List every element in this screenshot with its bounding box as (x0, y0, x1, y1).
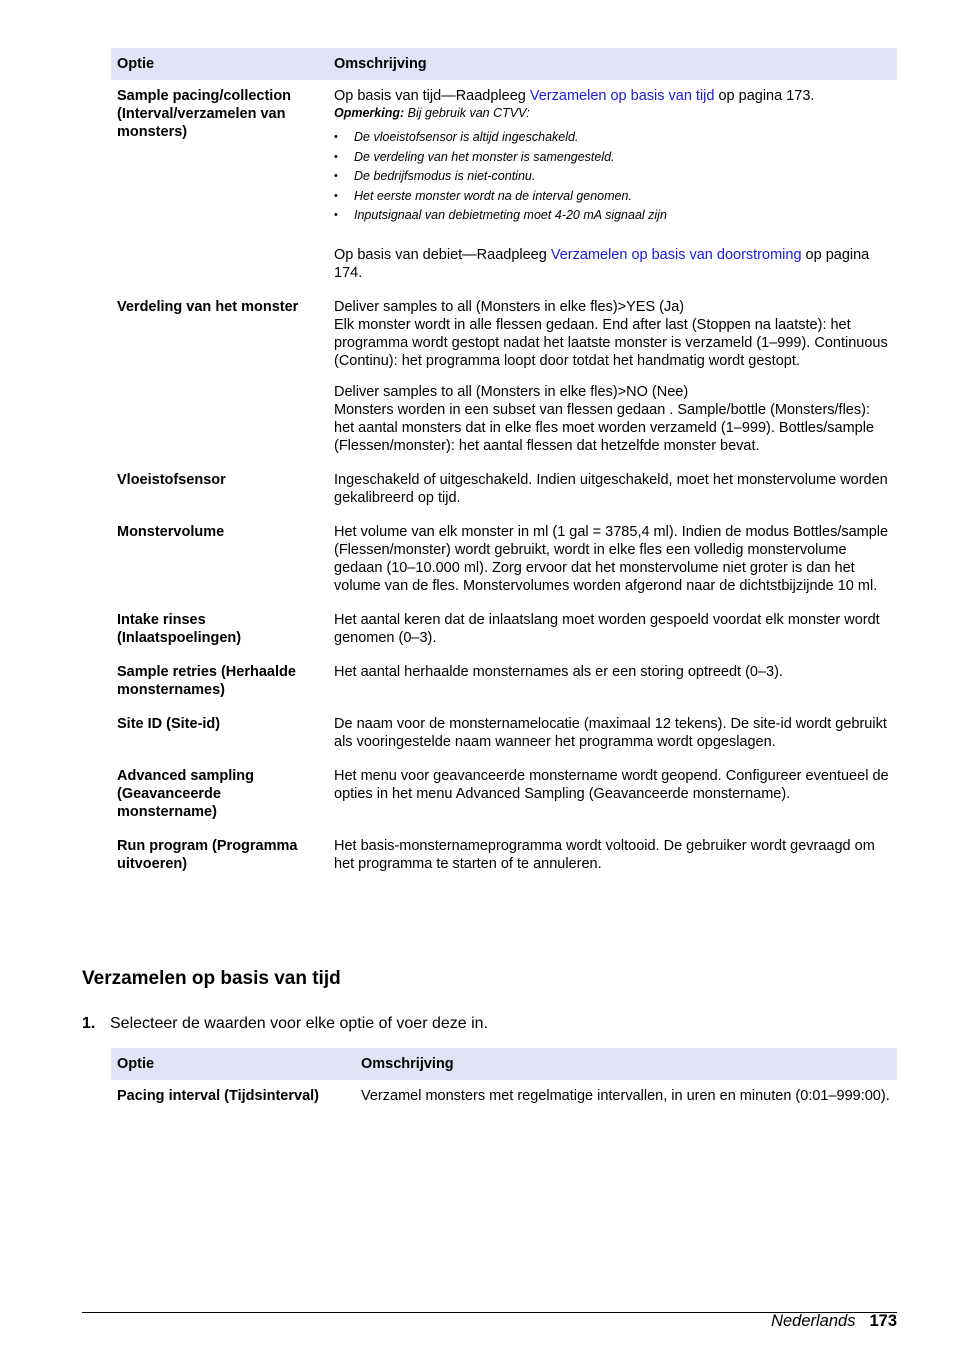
page-number: 173 (869, 1312, 897, 1330)
header-option: Optie (111, 1048, 355, 1080)
description-cell: De naam voor de monsternamelocatie (maximaal 12 tekens). De site-id wordt gebruikt als vooringestelde naam wanneer het programma wordt opgeslagen. (334, 715, 887, 750)
note-text: Bij gebruik van CTVV: (404, 106, 530, 120)
description-cell: Verzamel monsters met regelmatige intervallen, in uren en minuten (0:01–999:00). (361, 1088, 890, 1104)
text-fragment: op pagina 174. (334, 246, 870, 281)
description-cell: Het basis-monsternameprogramma wordt voltooid. De gebruiker wordt gevraagd om het programma te starten of te annuleren. (334, 837, 875, 872)
description-paragraph: Monsters worden in een subset van flessen gedaan . Sample/bottle (Monsters/fles): het aantal monsters dat in elke fles moet worden verzameld (1–999). Bottles/sample (Flessen/monster): het aantal flessen dat hetzelfde monster bevat. (334, 401, 874, 454)
description-paragraph: Elk monster wordt in alle flessen gedaan. End after last (Stoppen na laatste): het programma wordt gestopt nadat het laatste monster is verzameld (1–999). Continuous (Continu): het programma loopt door totdat het handmatig wordt gestopt. (334, 316, 888, 369)
table-row (111, 464, 897, 516)
option-cell: Run program (Programma uitvoeren) (117, 837, 298, 872)
table-row (111, 516, 897, 604)
text-fragment: Op basis van tijd—Raadpleeg (334, 88, 530, 104)
description-cell: Ingeschakeld of uitgeschakeld. Indien uitgeschakeld, moet het monstervolume worden gekalibreerd op tijd. (334, 471, 888, 506)
option-cell: Intake rinses (Inlaatspoelingen) (117, 611, 242, 646)
list-item: • De vloeistofsensor is altijd ingeschakeld. (354, 128, 891, 148)
table-row (111, 760, 897, 830)
description-cell (328, 80, 897, 291)
option-cell: Site ID (Site-id) (117, 715, 221, 732)
list-item: • Inputsignaal van debietmeting moet 4-20 mA signaal zijn (354, 206, 891, 226)
step-instruction (82, 1015, 488, 1033)
header-option: Optie (111, 48, 328, 80)
header-description: Omschrijving (355, 1048, 897, 1080)
section-heading: Verzamelen op basis van tijd (82, 968, 341, 989)
link-time-based[interactable]: Verzamelen op basis van tijd (529, 88, 715, 104)
option-cell: Pacing interval (Tijdsinterval) (117, 1088, 319, 1104)
list-item: • Het eerste monster wordt na de interval genomen. (354, 187, 891, 207)
header-description: Omschrijving (328, 48, 897, 80)
table-header-row (111, 1048, 897, 1080)
description-paragraph (334, 246, 891, 282)
option-cell: Verdeling van het monster (117, 298, 299, 315)
description-line: Deliver samples to all (Monsters in elke fles)>YES (Ja) (334, 298, 685, 315)
description-cell: Het aantal herhaalde monsternames als er een storing optreedt (0–3). (334, 663, 783, 680)
table-row (111, 830, 897, 882)
table-row (111, 656, 897, 708)
option-cell: Sample retries (Herhaalde monsternames) (117, 663, 296, 698)
description-cell: Het volume van elk monster in ml (1 gal = 3785,4 ml). Indien de modus Bottles/sample (Flessen/monster) wordt gebruikt, wordt in elke fles een volledig monstervolume gedaan (10–10.000 ml). Zorg ervoor dat het monstervolume niet groter is dan het volume van de fles. Monstervolumes worden afgerond naar de dichtstbijzijnde 10 ml. (334, 523, 889, 594)
note (334, 105, 891, 121)
pacing-options-table (111, 1048, 897, 1114)
table-row (111, 80, 897, 291)
table-header-row (111, 48, 897, 80)
text-fragment: Op basis van debiet—Raadpleeg (334, 246, 551, 263)
option-cell: Advanced sampling (Geavanceerde monstername) (117, 767, 254, 820)
table-row (111, 1080, 897, 1114)
list-item: • De verdeling van het monster is samengesteld. (354, 148, 891, 168)
options-table (111, 48, 897, 882)
table-row (111, 604, 897, 656)
description-cell (328, 291, 897, 464)
description-paragraph (334, 87, 891, 105)
table-row (111, 708, 897, 760)
note-bullet-list (334, 128, 891, 226)
option-cell: Monstervolume (117, 523, 225, 540)
step-text: Selecteer de waarden voor elke optie of voer deze in. (110, 1015, 489, 1032)
link-flow-based[interactable]: Verzamelen op basis van doorstroming (550, 246, 802, 263)
option-cell: Vloeistofsensor (117, 471, 226, 488)
step-number: 1. (82, 1015, 96, 1032)
option-cell: Sample pacing/collection (Interval/verzamelen van monsters) (117, 88, 292, 140)
description-cell: Het aantal keren dat de inlaatslang moet worden gespoeld voordat elk monster wordt genomen (0–3). (334, 611, 880, 646)
page-footer (771, 1312, 897, 1331)
note-label: Opmerking: (334, 106, 405, 120)
list-item: • De bedrijfsmodus is niet-continu. (354, 167, 891, 187)
footer-language: Nederlands (771, 1312, 856, 1330)
table-row (111, 291, 897, 464)
description-line: Deliver samples to all (Monsters in elke fles)>NO (Nee) (334, 383, 689, 400)
description-cell: Het menu voor geavanceerde monstername wordt geopend. Configureer eventueel de opties in het menu Advanced Sampling (Geavanceerde monstername). (334, 767, 889, 802)
text-fragment: op pagina 173. (714, 88, 815, 104)
